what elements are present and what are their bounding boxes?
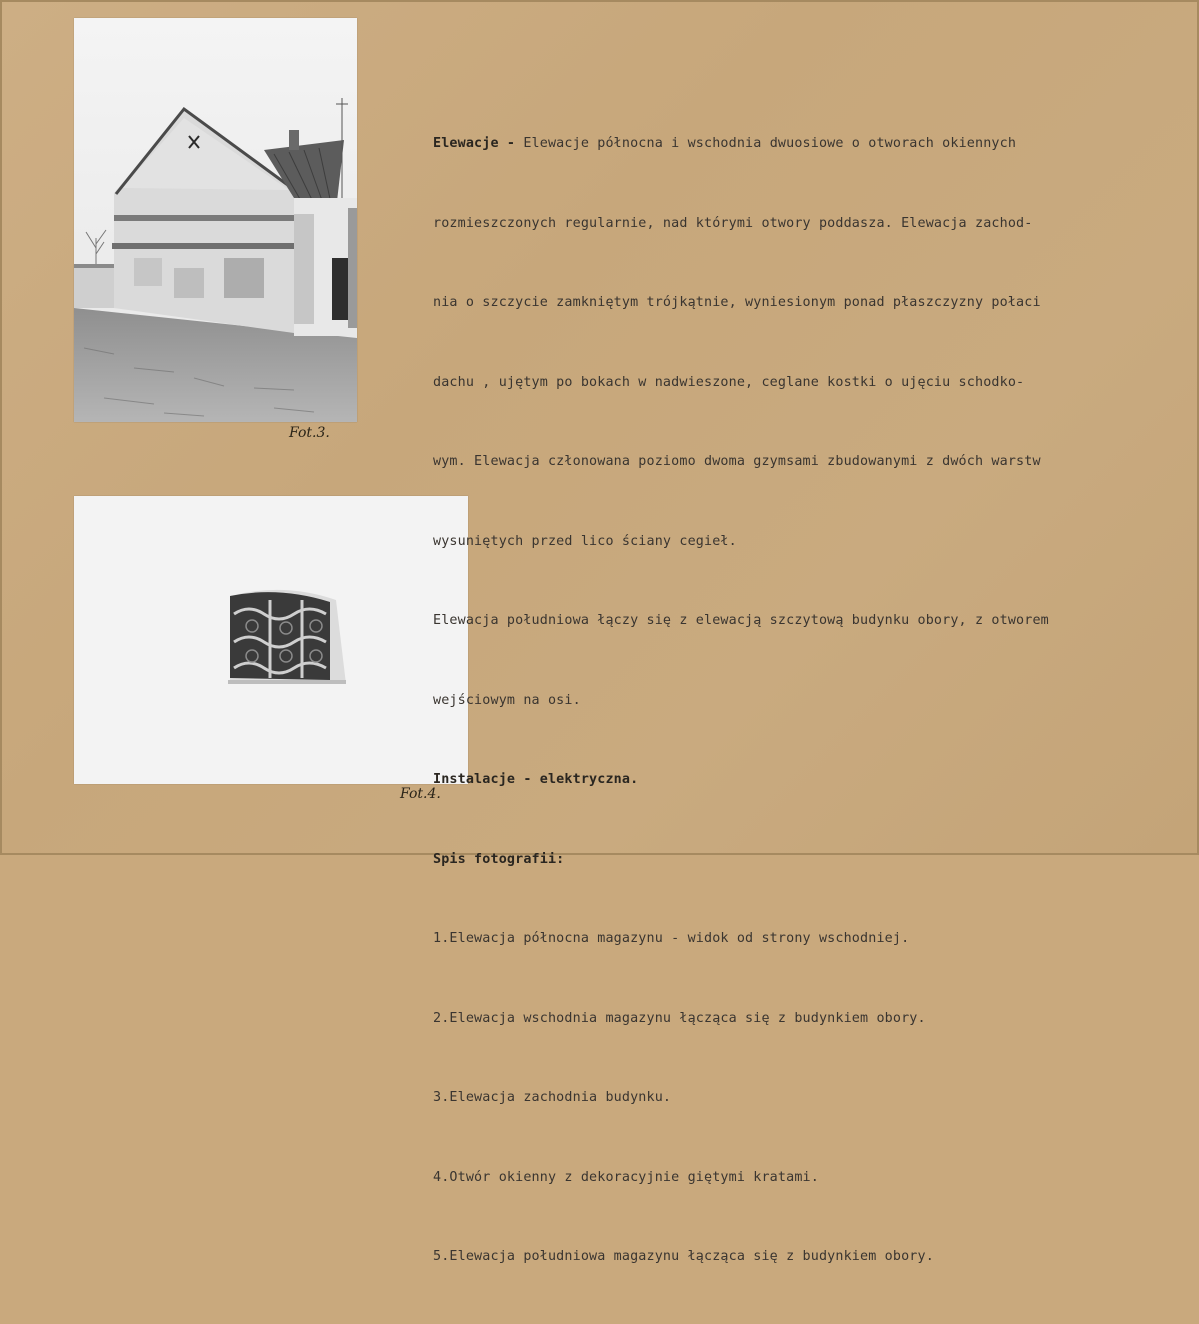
photo-list-item: 2.Elewacja wschodnia magazynu łącząca się z budynkiem obory. — [433, 1010, 926, 1026]
text-line-7: Elewacja południowa łączy się z elewacją szczytową budynku obory, z otworem — [433, 613, 1049, 628]
photo-4-caption: Fot.4. — [400, 786, 441, 802]
photo-list-item: 4.Otwór okienny z dekoracyjnie giętymi kratami. — [433, 1169, 819, 1185]
photo-list-item: 5.Elewacja południowa magazynu łącząca się z budynkiem obory. — [433, 1249, 934, 1264]
building-photo-image — [74, 18, 357, 422]
text-line-5: wym. Elewacja członowana poziomo dwoma gzymsami zbudowanymi z dwóch warstw — [433, 454, 1041, 469]
text-line-8: wejściowym na osi. — [433, 692, 581, 708]
photo-list-item: 3.Elewacja zachodnia budynku. — [433, 1090, 672, 1105]
photo-window-grille — [74, 496, 468, 784]
photo-list-item: 1.Elewacja północna magazynu - widok od strony wschodniej. — [433, 931, 910, 946]
photo-list-heading: Spis fotografii: — [433, 851, 565, 867]
photo-building-gable — [74, 18, 357, 422]
typed-description — [433, 78, 1193, 1324]
photo-3-caption: Fot.3. — [289, 425, 330, 441]
text-line-1-rest: Elewacje północna i wschodnia dwuosiowe o otworach okiennych — [515, 136, 1017, 151]
installations-line: Instalacje - elektryczna. — [433, 772, 639, 787]
text-line-3: nia o szczycie zamkniętym trójkątnie, wyniesionym ponad płaszczyzny połaci — [433, 295, 1041, 310]
window-photo-image — [74, 496, 468, 784]
elewacje-label: Elewacje - — [433, 136, 516, 151]
text-line-4: dachu , ujętym po bokach w nadwieszone, ceglane kostki o ujęciu schodko- — [433, 374, 1025, 390]
text-line-2: rozmieszczonych regularnie, nad którymi otwory poddasza. Elewacja zachod- — [433, 215, 1033, 231]
text-line-1 — [433, 131, 1193, 158]
text-line-6: wysuniętych przed lico ściany cegieł. — [433, 533, 737, 549]
